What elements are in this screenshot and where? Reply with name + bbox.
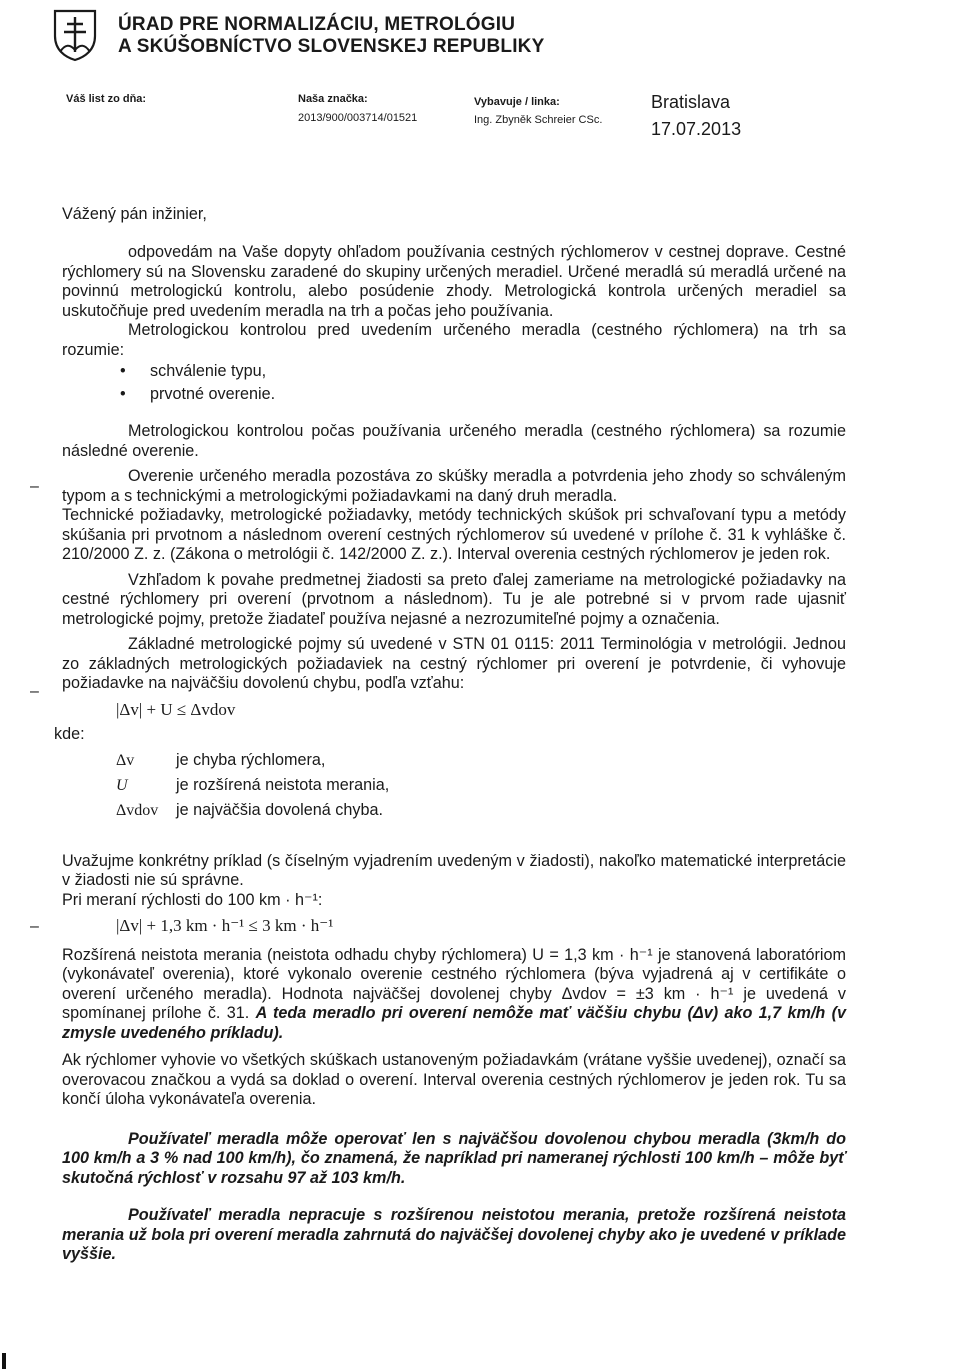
definition-symbol: U (116, 776, 128, 794)
paragraph-7: Základné metrologické pojmy sú uvedené v STN 01 0115: 2011 Terminológia v metrológii. Jednou zo základných metrologických požiadaviek na cestný rýchlomer pri overení je potvrdenie, či vyhovuje požiadavke na najväčšiu dovolenú chybu, podľa vzťahu: (62, 635, 846, 692)
organization-line-2: A SKÚŠOBNÍCTVO SLOVENSKEJ REPUBLIKY (118, 36, 545, 57)
paragraph-4: Overenie určeného meradla pozostáva zo skúšky meradla a potvrdenia jeho zhody so schváleným typom a s technickými a metrologickými požiadavkami na daný druh meradla. (62, 467, 846, 505)
city: Bratislava (651, 92, 731, 112)
paragraph-8: Uvažujme konkrétny príklad (s číselným vyjadrením uvedeným v žiadosti), nakoľko matematické interpretácie v žiadosti nie sú správne. (62, 851, 846, 889)
our-ref-label: Naša značka: (298, 93, 368, 105)
bullet-list (116, 362, 846, 404)
your-letter-label: Váš list zo dňa: (66, 93, 147, 105)
definition-symbol: Δvdov (116, 801, 159, 819)
paragraph-10-emphasis: A teda meradlo pri overení nemôže mať väčšiu chybu (Δv) ako 1,7 km/h (v zmysle uvedeného príkladu). (62, 1004, 846, 1042)
our-ref-value: 2013/900/003714/01521 (298, 112, 418, 124)
formula-max-error: |Δv| + U ≤ Δvdov (116, 699, 236, 719)
paragraph-6: Vzhľadom k povahe predmetnej žiadosti sa preto ďalej zameriame na metrologické požiadavky na cestné rýchlomery pri overení (prvotnom a následnom). Tu je ale potrebné si v prvom rade ujasniť metrologické pojmy, pretože žiadateľ používa nejasné a nezrozumiteľné pojmy a označenia. (62, 570, 846, 628)
organization-line-1: ÚRAD PRE NORMALIZÁCIU, METROLÓGIU (118, 14, 516, 35)
paragraph-12: Používateľ meradla môže operovať len s najväčšou dovolenou chybou meradla (3km/h do 100 km/h a 3 % nad 100 km/h), čo znamená, že napríklad pri nameranej rýchlosti 100 km/h – môže byť skutočná rýchlosť v rozsahu 97 až 103 km/h. (62, 1129, 846, 1187)
definition-symbol: Δv (116, 751, 135, 769)
margin-mark: – (30, 918, 39, 935)
paragraph-1: odpovedám na Vaše dopyty ohľadom používania cestných rýchlomerov v cestnej doprave. Cestné rýchlomery sú na Slovensku zaradené do skupiny určených meradiel. Určené meradlá sú meradlá určené na povinnú metrologickú kontrolu, alebo posúdenie zhody. Metrologická kontrola určených meradiel sa uskutočňuje pred uvedením meradla na trh a počas jeho používania. (62, 243, 846, 320)
organization-name (118, 14, 544, 58)
definition-row (116, 751, 846, 776)
margin-mark: – (30, 683, 39, 700)
margin-mark: – (30, 478, 39, 495)
definition-row (116, 776, 846, 801)
state-emblem-icon (52, 8, 98, 62)
definition-text: je najväčšia dovolená chyba. (176, 800, 383, 819)
definitions (116, 751, 846, 826)
formula-example: |Δv| + 1,3 km · h⁻¹ ≤ 3 km · h⁻¹ (116, 916, 334, 935)
paragraph-10-text: Rozšírená neistota merania (neistota odhadu chyby rýchlomera) U = 1,3 km · h⁻¹ je stanovená laboratóriom (vykonávateľ overenia), ktoré vykonalo overenie cestného rýchlomera (býva vyjadrená aj v certifikáte o overení určeného meradla). Hodnota najväčšej dovolenej chyby Δvdov = ±3 km · h⁻¹ je uvedená v spomínanej prílohe č. 31. (62, 945, 846, 1022)
paragraph-11: Ak rýchlomer vyhovie vo všetkých skúškach ustanoveným požiadavkám (vrátane vyššie uvedenej), označí sa overovacou značkou a vydá sa doklad o overení. Interval overenia cestných rýchlomerov je jeden rok. Tu sa končí úloha vykonávateľa overenia. (62, 1051, 846, 1108)
handled-by-value: Ing. Zbyněk Schreier CSc. (474, 114, 603, 126)
paragraph-3: Metrologickou kontrolou počas používania určeného meradla (cestného rýchlomera) sa rozumie následné overenie. (62, 422, 846, 460)
definition-row (116, 801, 846, 826)
salutation: Vážený pán inžinier, (62, 205, 207, 223)
list-item: • schválenie typu, (146, 362, 846, 382)
paragraph-5: Technické požiadavky, metrologické požiadavky, metódy technických skúšok pri schvaľovaní typu a metódy skúšania pri prvotnom a následnom overení cestných rýchlomerov sú uvedené v prílohe č. 31 k vyhláške č. 210/2000 Z. z. (Zákona o metrológii č. 142/2000 Z. z.). Interval overenia cestných rýchlomerov je jeden rok. (62, 506, 846, 563)
letter-body (54, 243, 846, 1265)
paragraph-9: Pri meraní rýchlosti do 100 km · h⁻¹: (62, 890, 323, 909)
definition-text: je rozšírená neistota merania, (176, 775, 390, 794)
paragraph-10 (62, 946, 846, 1044)
paragraph-13: Používateľ meradla nepracuje s rozšírenou neistotou merania, pretože rozšírená neistota merania už bola pri overení meradla zahrnutá do najväčšej dovolenej chyby ako je uvedené v príklade vyššie. (62, 1206, 846, 1263)
definition-text: je chyba rýchlomera, (176, 750, 326, 769)
date: 17.07.2013 (651, 119, 742, 139)
scan-edge-mark (2, 1353, 6, 1369)
list-item: • prvotné overenie. (146, 385, 846, 405)
paragraph-2: Metrologickou kontrolou pred uvedením určeného meradla (cestného rýchlomera) na trh sa rozumie: (62, 321, 846, 359)
kde-label: kde: (54, 725, 85, 743)
handled-by-label: Vybavuje / linka: (474, 96, 560, 108)
